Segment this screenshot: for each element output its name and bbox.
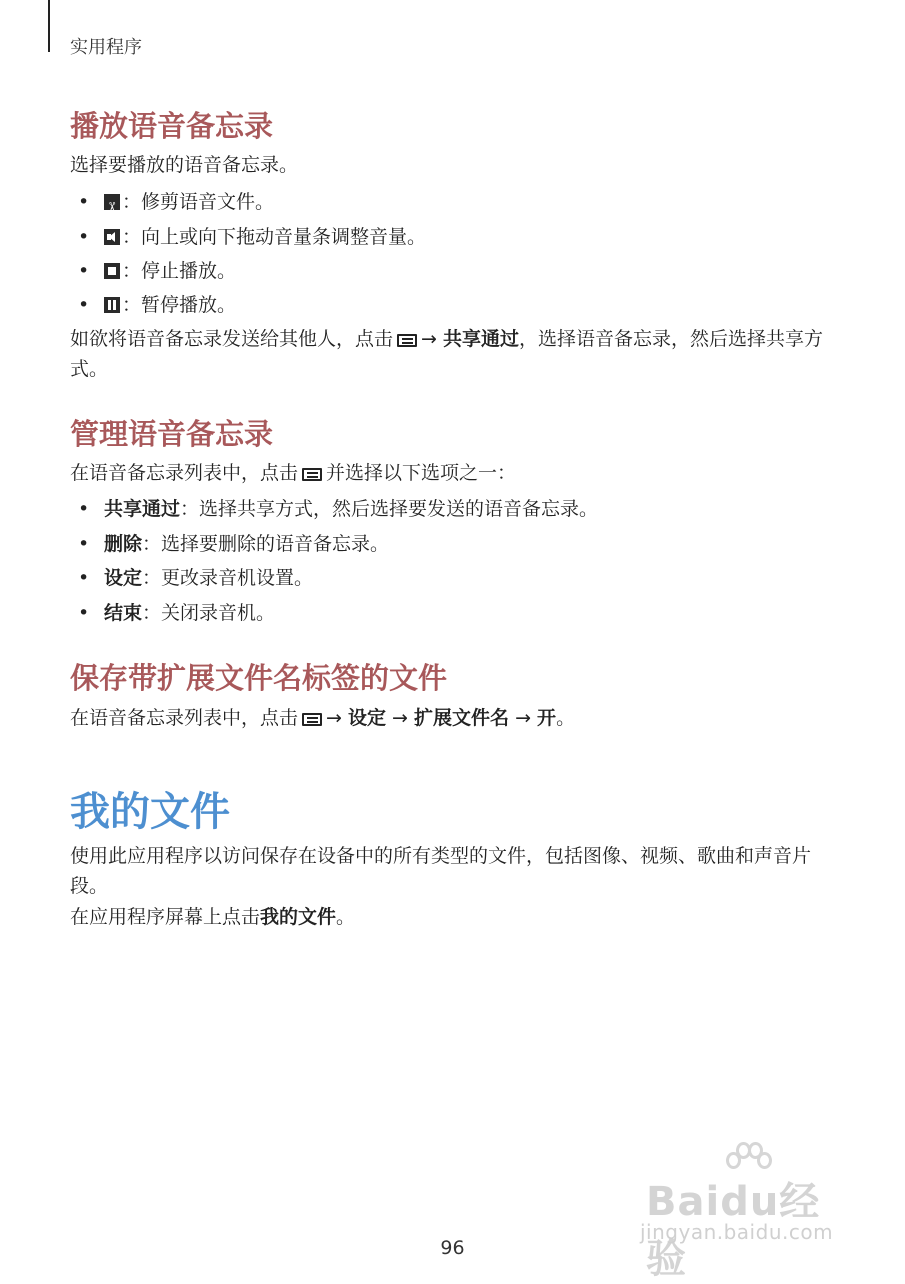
option-text: ：选择要删除的语音备忘录。: [142, 533, 390, 555]
list-item: [78, 598, 275, 628]
option-text: ：更改录音机设置。: [142, 567, 314, 589]
share-via-label: 共享通过: [442, 328, 519, 350]
section-title-play: 播放语音备忘录: [70, 109, 274, 143]
arrow: →: [421, 328, 437, 350]
stop-icon: [104, 263, 120, 279]
extension-label: 扩展文件名: [414, 707, 510, 729]
option-label: 设定: [104, 567, 143, 589]
menu-key-icon: [397, 334, 417, 347]
list-item-text: ：修剪语音文件。: [122, 191, 275, 213]
my-files-description: 使用此应用程序以访问保存在设备中的所有类型的文件，包括图像、视频、歌曲和声音片段。: [70, 845, 812, 897]
chapter-title-my-files: 我的文件: [70, 789, 230, 835]
share-text-b: ，选择语音备忘录，然后选择共享方式。: [70, 328, 824, 380]
bullet-dot: •: [78, 498, 90, 520]
share-text-a: 如欲将语音备忘录发送给其他人，点击: [70, 328, 394, 350]
manage-intro-b: 并选择以下选项之一：: [326, 462, 517, 484]
list-item: [78, 494, 598, 524]
bullet-dot: •: [78, 191, 90, 213]
list-item: [78, 187, 274, 217]
baidu-watermark: [640, 1140, 860, 1282]
bullet-dot: •: [78, 533, 90, 555]
list-item: [78, 290, 236, 320]
section-title-manage: 管理语音备忘录: [70, 417, 274, 451]
pause-icon: [104, 297, 120, 313]
arrow: →: [392, 707, 408, 729]
arrow: →: [515, 707, 531, 729]
watermark-url: jingyan.baidu.com: [640, 1220, 834, 1244]
manage-intro: [70, 458, 516, 488]
bullet-dot: •: [78, 602, 90, 624]
option-label: 删除: [104, 533, 143, 555]
option-text: ：关闭录音机。: [142, 602, 276, 624]
play-intro: 选择要播放的语音备忘录。: [70, 154, 299, 176]
my-files-instruction: [70, 902, 355, 932]
list-item-text: ：暂停播放。: [122, 294, 237, 316]
period: 。: [556, 707, 576, 729]
manage-intro-a: 在语音备忘录列表中，点击: [70, 462, 299, 484]
section-title-save: 保存带扩展文件名标签的文件: [70, 661, 448, 695]
list-item-text: ：向上或向下拖动音量条调整音量。: [122, 226, 427, 248]
option-label: 共享通过: [104, 498, 181, 520]
watermark-logo: Baidu经验: [646, 1179, 821, 1282]
my-files-label: 我的文件: [260, 906, 337, 928]
header-rule: [48, 0, 50, 52]
menu-key-icon: [302, 468, 322, 481]
option-label: 结束: [104, 602, 143, 624]
save-text-a: 在语音备忘录列表中，点击: [70, 707, 299, 729]
list-item-text: ：停止播放。: [122, 260, 237, 282]
list-item: [78, 256, 236, 286]
share-paragraph: [70, 324, 840, 384]
bullet-dot: •: [78, 294, 90, 316]
bullet-dot: •: [78, 226, 90, 248]
option-text: ：选择共享方式，然后选择要发送的语音备忘录。: [180, 498, 599, 520]
period: 。: [336, 906, 356, 928]
volume-icon: [104, 229, 120, 245]
arrow: →: [326, 707, 342, 729]
settings-label: 设定: [347, 707, 386, 729]
bullet-dot: •: [78, 260, 90, 282]
menu-key-icon: [302, 713, 322, 726]
scissors-icon: [104, 194, 120, 210]
bullet-dot: •: [78, 567, 90, 589]
save-paragraph: [70, 703, 575, 733]
list-item: [78, 529, 389, 559]
page-number: 96: [440, 1237, 465, 1259]
tap-text: 在应用程序屏幕上点击: [70, 906, 261, 928]
list-item: [78, 222, 426, 252]
on-label: 开: [537, 707, 557, 729]
list-item: [78, 563, 313, 593]
running-header: 实用程序: [70, 37, 142, 58]
